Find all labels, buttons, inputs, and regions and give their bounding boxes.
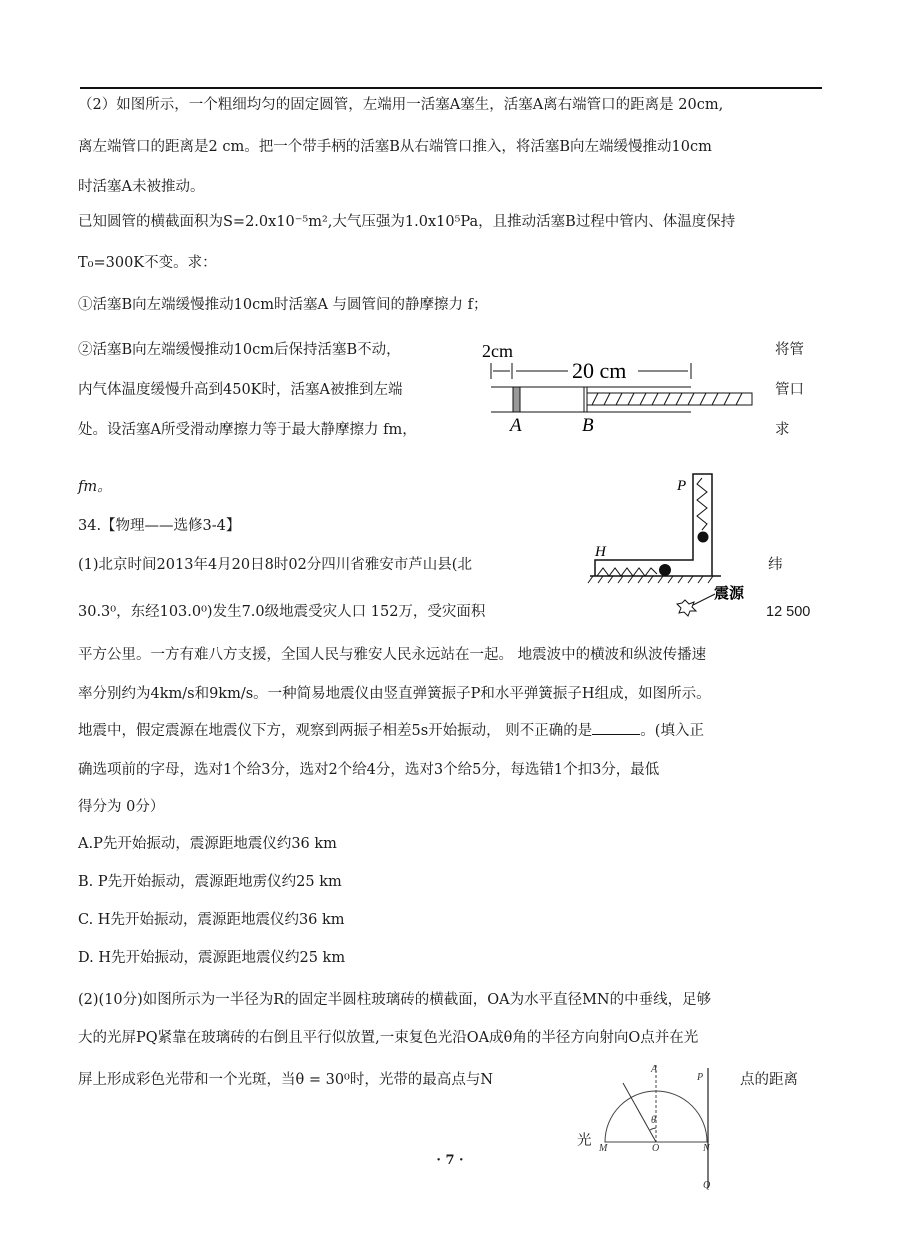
option-d: D. H先开始振动，震源距地震仪约25 km [78, 950, 346, 966]
text-line: ①活塞B向左端缓慢推动10cm时活塞A 与圆管间的静摩擦力 f； [78, 297, 488, 313]
text-line: 得分为 0分） [78, 799, 165, 815]
label-source: 震源 [714, 584, 745, 602]
text-line: 处。设活塞A所受滑动摩擦力等于最大静摩擦力 fm， [78, 422, 417, 438]
piston-tube-figure [480, 335, 770, 440]
text-fragment: 求 [775, 422, 790, 438]
label-Q: Q [703, 1180, 711, 1190]
text-line: 平方公里。一方有难八方支援，全国人民与雅安人民永远站在一起。 地震波中的横波和纵波传播速 [78, 647, 707, 663]
text-line: 内气体温度缓慢升高到450K时，活塞A被推到左端 [78, 382, 403, 398]
label-A: A [651, 1064, 658, 1075]
text-fragment: 12 500 [766, 604, 811, 620]
label-P: P [697, 1072, 704, 1083]
page-number: · 7 · [436, 1153, 464, 1168]
option-c: C. H先开始振动，震源距地震仪约36 km [78, 912, 345, 928]
label-2cm: 2cm [482, 341, 513, 361]
answer-blank [592, 720, 640, 735]
text-line: 已知圆管的横截面积为S=2.0x10⁻⁵m²,大气压强为1.0x10⁵Pa，且推动活塞B过程中管内、体温度保持 [78, 214, 736, 230]
text-line: 率分别约为4km/s和9km/s。一种简易地震仪由竖直弹簧振子P和水平弹簧振子H组成，如图所示。 [78, 686, 711, 702]
question-text: 地震中，假定震源在地震仪下方，观察到两振子相差5s开始振动， 则不正确的是 [78, 723, 593, 739]
text-line: fm。 [78, 479, 112, 495]
text-line: 确选项前的字母，选对1个给3分，选对2个给4分，选对3个给5分，每选错1个扣3分，最低 [78, 762, 660, 778]
label-theta: θ [651, 1115, 656, 1126]
text-line [78, 720, 704, 741]
text-line: （2）如图所示，一个粗细均匀的固定圆管，左端用一活塞A塞生，活塞A离右端管口的距离是 20cm, [78, 97, 724, 113]
text-fragment: 管口 [775, 382, 804, 398]
label-A: A [510, 415, 522, 436]
text-line: (2)(10分)如图所示为一半径为R的固定半圆柱玻璃砖的横截面，OA为水平直径MN的中垂线，足够 [78, 992, 712, 1008]
label-N: N [703, 1143, 710, 1154]
label-M: M [599, 1143, 608, 1154]
label-O: O [652, 1143, 660, 1154]
text-fragment: 将管 [775, 342, 804, 358]
seismograph-figure [585, 472, 765, 622]
text-line: 大的光屏PQ紧靠在玻璃砖的右倒且平行似放置,一束复色光沿OA成θ角的半径方向射向O点并在光 [78, 1030, 699, 1046]
label-H: H [595, 544, 606, 560]
label-P: P [677, 478, 687, 494]
text-line: ②活塞B向左端缓慢推动10cm后保持活塞B不动， [78, 342, 401, 358]
section-heading: 34.【物理——选修3-4】 [78, 518, 241, 534]
text-fragment: 点的距离 [740, 1072, 798, 1088]
text-line: (1)北京时间2013年4月20日8时02分四川省雅安市芦山县(北 [78, 557, 472, 573]
header-rule [80, 87, 822, 89]
text-line: 时活塞A未被推动。 [78, 179, 205, 195]
semicircle-glass-figure [595, 1060, 725, 1190]
text-line: 屏上形成彩色光带和一个光斑，当θ = 30⁰时，光带的最高点与N [78, 1072, 494, 1088]
text-line: T₀=300K不变。求： [78, 255, 217, 271]
text-fragment: 纬 [768, 557, 783, 573]
text-line: 离左端管口的距离是2 cm。把一个带手柄的活塞B从右端管口推入，将活塞B向左端缓慢推动10cm [78, 139, 712, 155]
option-a: A.P先开始振动，震源距地震仪约36 km [78, 836, 337, 852]
option-b: B. P先开始振动，震源距地雳仪约25 km [78, 874, 342, 890]
label-20cm: 20 cm [572, 358, 627, 383]
label-B: B [582, 415, 594, 436]
question-text: 。(填入正 [640, 723, 704, 739]
text-fragment: 光 [577, 1133, 592, 1149]
text-line: 30.3⁰，东经103.0⁰)发生7.0级地震受灾人口 152万，受灾面积 [78, 604, 486, 620]
